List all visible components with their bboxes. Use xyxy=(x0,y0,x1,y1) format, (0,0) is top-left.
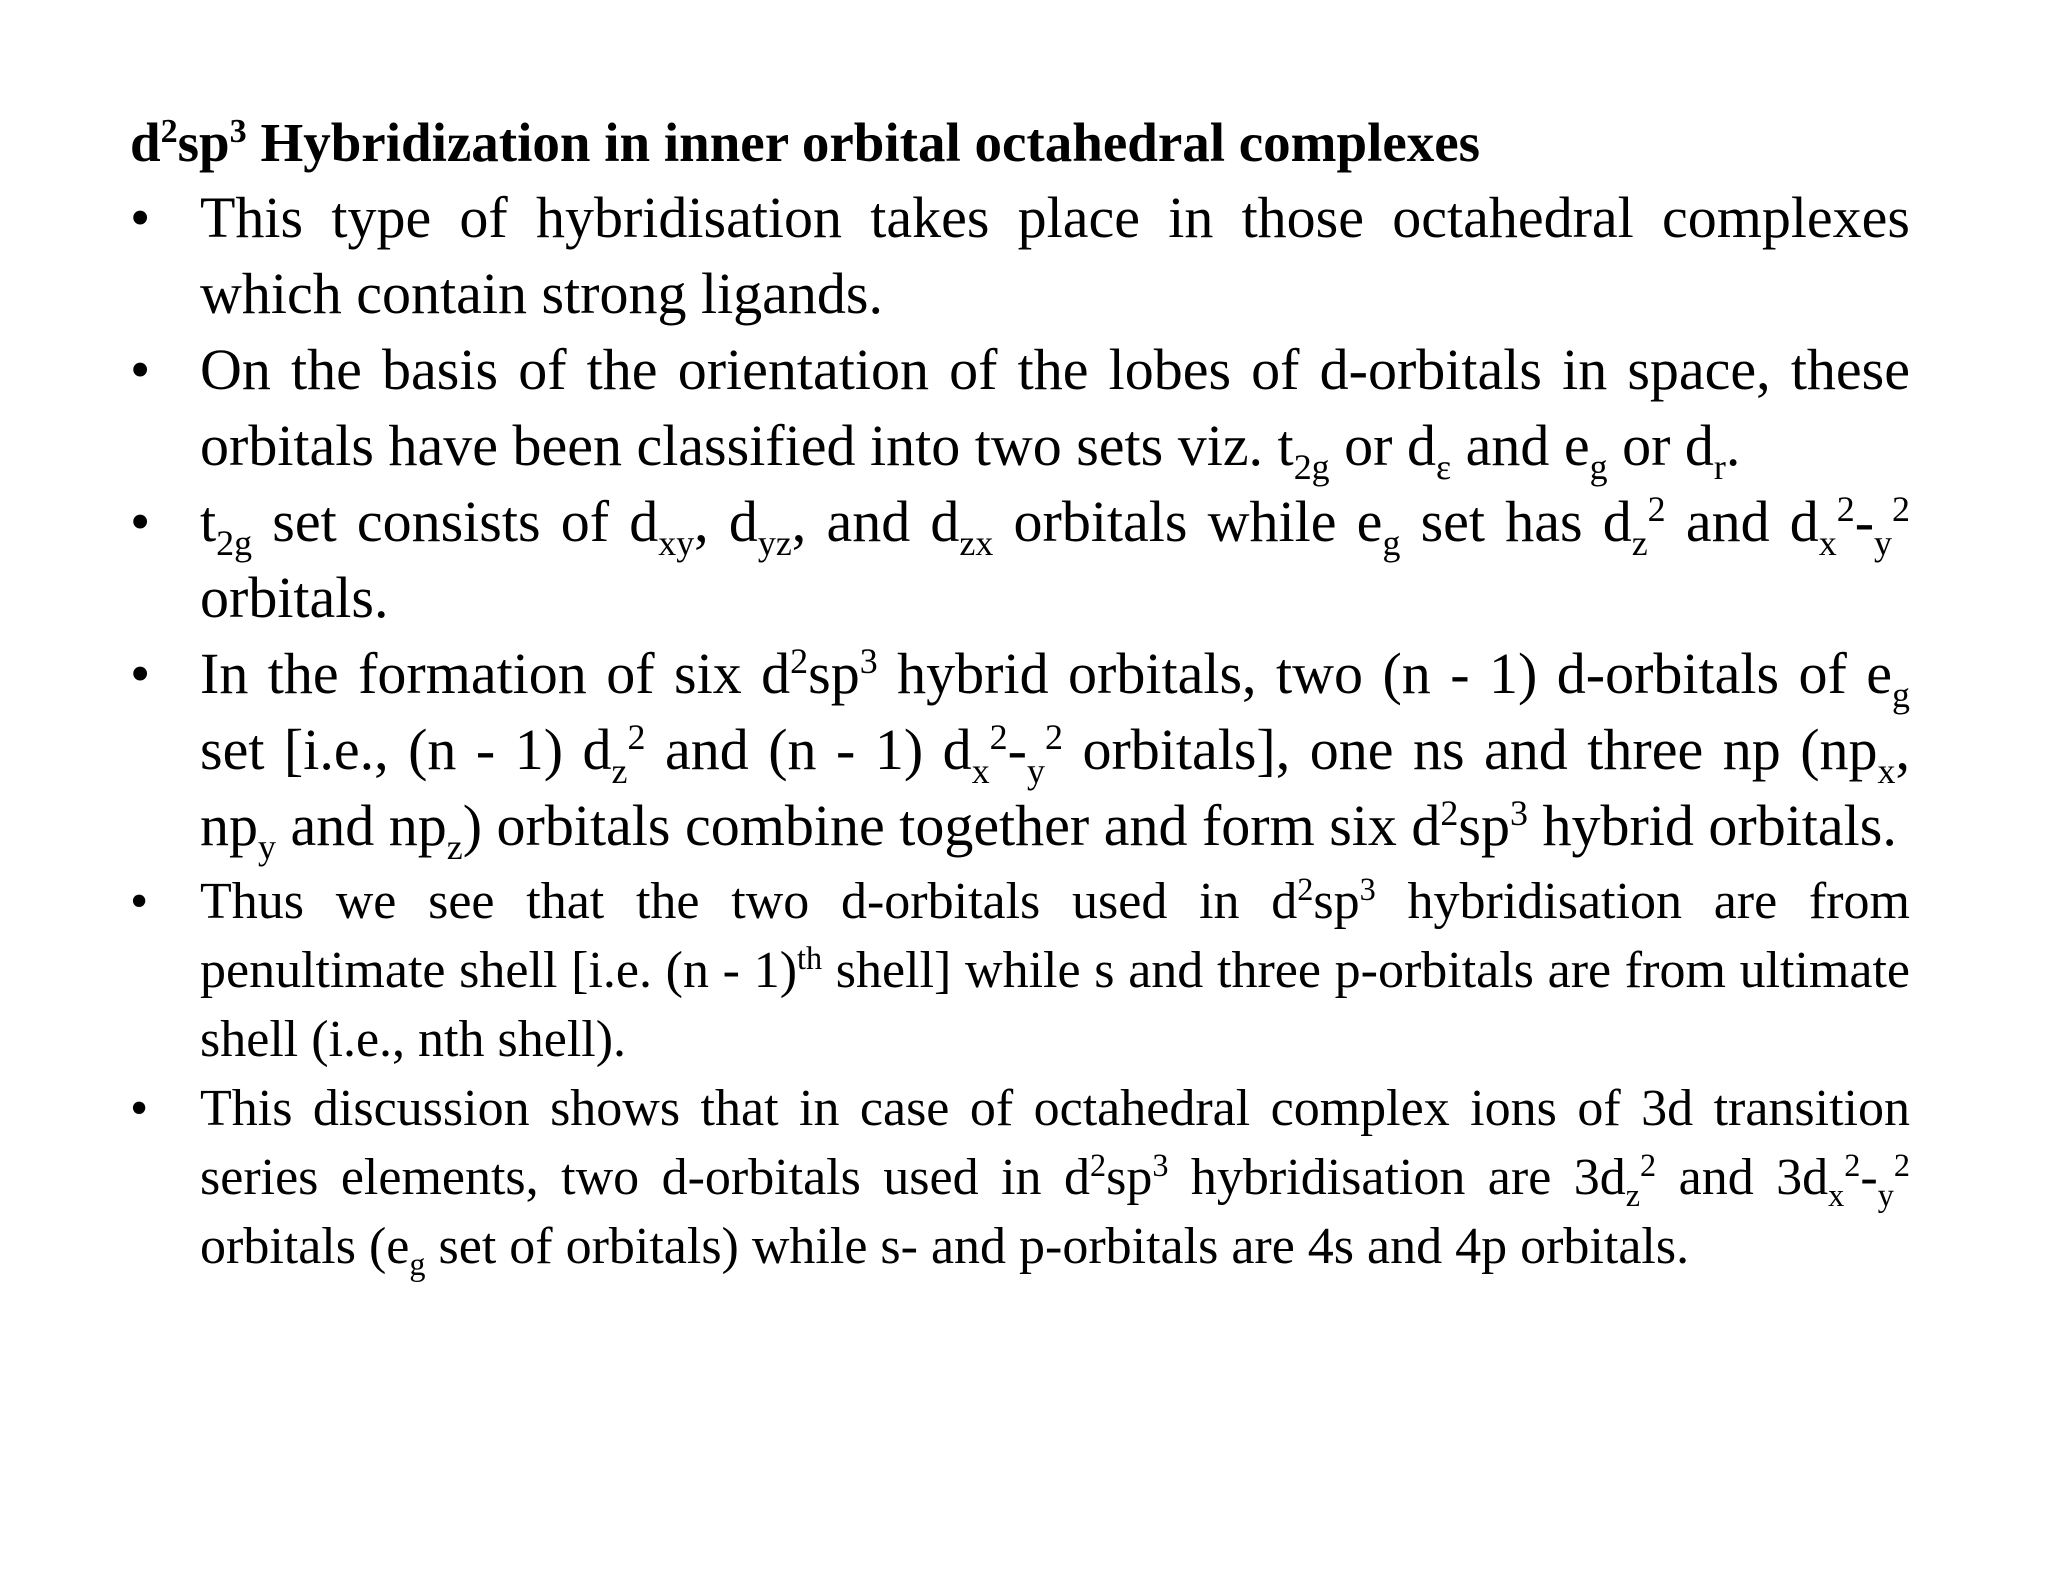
superscript: 2 xyxy=(1836,489,1855,530)
bullet-text: and e xyxy=(1451,413,1590,478)
bullet-text: and 3d xyxy=(1656,1149,1829,1206)
bullet-text: shell] while s and three p-orbitals are from ultimate shell (i.e., nth shell). xyxy=(200,942,1910,1068)
bullet-text: sp xyxy=(1313,873,1360,930)
subscript: y xyxy=(258,826,276,867)
bullet-item xyxy=(130,636,1911,867)
title-text: d xyxy=(130,112,161,173)
subscript: ε xyxy=(1435,446,1452,487)
subscript: x xyxy=(1818,522,1837,563)
superscript: 2 xyxy=(1440,793,1459,834)
bullet-dot-icon: • xyxy=(130,873,149,930)
superscript: 3 xyxy=(1509,793,1528,834)
subscript: y xyxy=(1877,1177,1894,1214)
subscript: y xyxy=(1874,522,1893,563)
bullet-text: This type of hybridisation takes place in those octahedral complexes which contain strong ligands. xyxy=(200,185,1910,326)
bullet-text: hybrid orbitals, two (n - 1) d-orbitals of e xyxy=(877,641,1893,706)
bullet-text: - xyxy=(1860,1149,1878,1206)
bullet-text: hybrid orbitals. xyxy=(1527,793,1897,858)
subscript: 2g xyxy=(1293,446,1330,487)
bullet-dot-icon: • xyxy=(130,185,151,250)
superscript: 3 xyxy=(1152,1147,1169,1184)
superscript: 2 xyxy=(1044,717,1063,758)
bullet-text: , d xyxy=(694,489,758,554)
superscript: 3 xyxy=(859,641,878,682)
bullet-text: and np xyxy=(275,793,447,858)
title-superscript: 3 xyxy=(229,113,247,151)
bullet-text: sp xyxy=(1458,793,1510,858)
bullet-text: orbitals. xyxy=(200,565,389,630)
subscript: 2g xyxy=(216,522,253,563)
bullet-text: On the basis of the orientation of the lobes of d-orbitals in space, these orbitals have been classified into two sets viz. t xyxy=(200,337,1910,478)
bullet-item xyxy=(130,484,1910,636)
bullet-text: , and d xyxy=(791,489,960,554)
superscript: 2 xyxy=(1893,1147,1910,1184)
bullet-text: hybridisation are 3d xyxy=(1168,1149,1626,1206)
bullet-text: sp xyxy=(808,641,860,706)
bullet-text: set of orbitals) while s- and p-orbitals are 4s and 4p orbitals. xyxy=(425,1218,1690,1275)
bullet-item xyxy=(130,180,1910,332)
bullet-text: Thus we see that the two d-orbitals used in d xyxy=(200,873,1298,930)
superscript: 3 xyxy=(1359,871,1376,908)
subscript: zx xyxy=(959,522,994,563)
bullet-dot-icon: • xyxy=(130,489,151,554)
superscript: th xyxy=(797,940,823,977)
bullet-text: , np xyxy=(200,717,1911,858)
bullet-text: or d xyxy=(1607,413,1714,478)
title-superscript: 2 xyxy=(160,113,178,151)
bullet-text: ) orbitals combine together and form six d xyxy=(462,793,1441,858)
superscript: 2 xyxy=(1089,1147,1107,1184)
subscript: z xyxy=(446,826,463,867)
superscript: 2 xyxy=(1647,489,1666,530)
subscript: y xyxy=(1026,750,1045,791)
bullet-list xyxy=(130,180,1910,1281)
subscript: x xyxy=(971,750,990,791)
bullet-text: orbitals], one ns and three np (np xyxy=(1062,717,1878,782)
subscript: x xyxy=(1877,750,1896,791)
superscript: 2 xyxy=(790,641,809,682)
bullet-text: set [i.e., (n - 1) d xyxy=(200,717,612,782)
superscript: 2 xyxy=(1892,489,1911,530)
subscript: z xyxy=(611,750,628,791)
subscript: g xyxy=(1589,446,1608,487)
subscript: g xyxy=(1382,522,1401,563)
bullet-text: and d xyxy=(1665,489,1819,554)
title-text: sp xyxy=(177,112,230,173)
bullet-text: - xyxy=(1854,489,1875,554)
bullet-text: set has d xyxy=(1400,489,1632,554)
bullet-text: In the formation of six d xyxy=(200,641,791,706)
subscript: yz xyxy=(757,522,792,563)
bullet-item xyxy=(130,1074,1910,1281)
bullet-text: t xyxy=(200,489,217,554)
subscript: xy xyxy=(658,522,695,563)
page-title xyxy=(130,110,1910,176)
subscript: x xyxy=(1828,1177,1845,1214)
bullet-item xyxy=(130,867,1910,1074)
bullet-text: - xyxy=(1007,717,1027,782)
bullet-text: orbitals (e xyxy=(200,1218,410,1275)
bullet-text: or d xyxy=(1329,413,1436,478)
bullet-item xyxy=(130,332,1910,487)
bullet-dot-icon: • xyxy=(130,641,151,706)
bullet-text: sp xyxy=(1106,1149,1153,1206)
superscript: 2 xyxy=(1297,871,1314,908)
superscript: 2 xyxy=(627,717,646,758)
subscript: z xyxy=(1625,1177,1641,1214)
bullet-text: hybridisation are from penultimate shell [i.e. (n - 1) xyxy=(200,873,1910,999)
subscript: g xyxy=(409,1246,426,1283)
subscript: r xyxy=(1713,446,1726,487)
bullet-text: set consists of d xyxy=(252,489,659,554)
bullet-dot-icon: • xyxy=(130,337,151,402)
bullet-text: . xyxy=(1725,413,1741,478)
subscript: z xyxy=(1631,522,1648,563)
superscript: 2 xyxy=(1640,1147,1657,1184)
title-text: Hybridization in inner orbital octahedral complexes xyxy=(246,112,1481,173)
bullet-text: orbitals while e xyxy=(993,489,1383,554)
bullet-text: and (n - 1) d xyxy=(645,717,972,782)
superscript: 2 xyxy=(1844,1147,1861,1184)
subscript: g xyxy=(1892,674,1910,715)
bullet-dot-icon: • xyxy=(130,1080,149,1137)
bullet-text: This discussion shows that in case of octahedral complex ions of 3d transition series elements, two d-orbitals used in d xyxy=(200,1080,1910,1206)
superscript: 2 xyxy=(989,717,1008,758)
